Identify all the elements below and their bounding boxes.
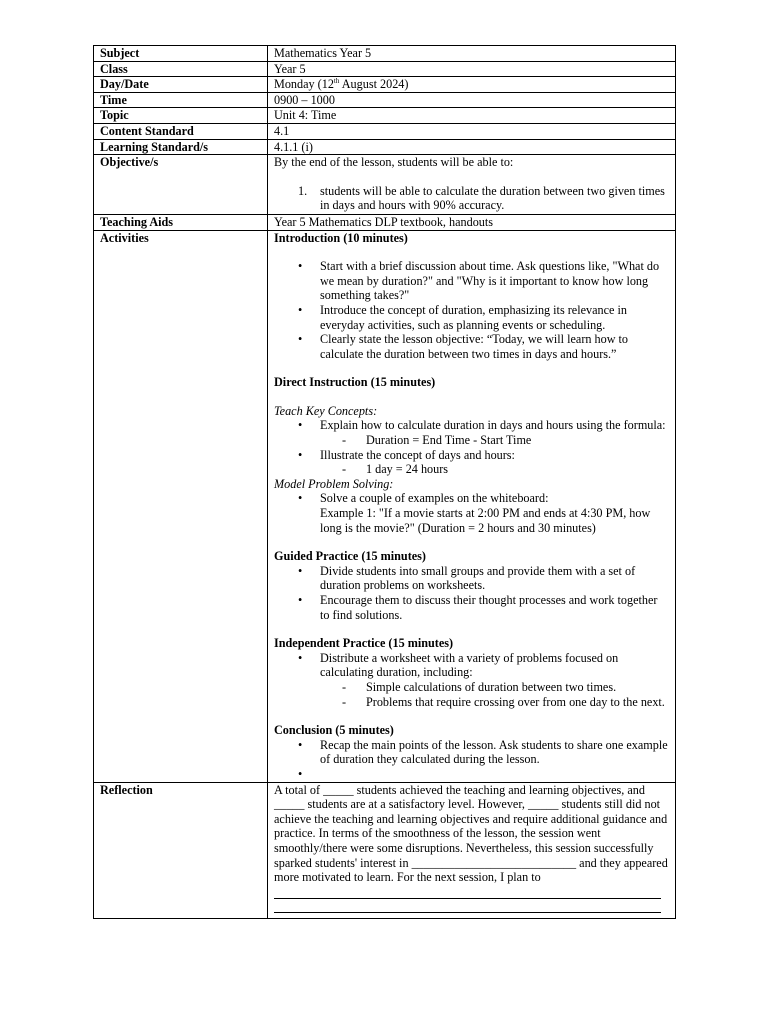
table-row: [94, 46, 676, 62]
row-value-daydate: [268, 77, 676, 93]
blank-line: [274, 899, 661, 913]
objective-text: students will be able to calculate the duration between two given times in days and hours with 90% accuracy.: [320, 183, 665, 213]
conclusion-heading: Conclusion (5 minutes): [274, 723, 394, 738]
objective-number: 1.: [298, 183, 308, 198]
row-value-topic: Unit 4: Time: [268, 108, 676, 124]
table-row: [94, 230, 676, 782]
table-row: [94, 92, 676, 108]
list-item: • Illustrate the concept of days and hours:: [274, 448, 669, 463]
direct-instruction-list-2: [274, 448, 669, 463]
row-value-learning-standard: 4.1.1 (i): [268, 139, 676, 155]
row-label-content-standard: Content Standard: [94, 123, 268, 139]
spacer: [274, 622, 669, 636]
table-row: [94, 61, 676, 77]
row-label-class: Class: [94, 61, 268, 77]
conversion-list: [274, 462, 669, 477]
row-value-activities: [268, 230, 676, 782]
date-prefix: Monday (12: [274, 77, 334, 92]
guided-practice-list: [274, 564, 669, 622]
row-label-daydate: Day/Date: [94, 77, 268, 93]
conclusion-list: [274, 738, 669, 782]
introduction-list: [274, 259, 669, 361]
list-item: • Recap the main points of the lesson. Ask students to share one example of duration they calculated during the lesson.: [274, 738, 669, 767]
list-item: • Solve a couple of examples on the whiteboard:: [274, 491, 669, 506]
lesson-plan-table: [93, 45, 676, 919]
table-row: [94, 123, 676, 139]
list-item: - 1 day = 24 hours: [320, 462, 669, 477]
row-value-content-standard: 4.1: [268, 123, 676, 139]
direct-instruction-list: [274, 418, 669, 433]
spacer: [274, 390, 669, 404]
row-label-subject: Subject: [94, 46, 268, 62]
date-ordinal: th: [333, 77, 340, 86]
date-suffix: August 2024): [339, 77, 409, 92]
model-problem-solving-label: Model Problem Solving:: [274, 476, 394, 491]
list-item: • Explain how to calculate duration in days and hours using the formula:: [274, 418, 669, 433]
row-label-learning-standard: Learning Standard/s: [94, 139, 268, 155]
independent-practice-list: [274, 651, 669, 680]
row-label-topic: Topic: [94, 108, 268, 124]
spacer: [274, 361, 669, 375]
list-item: • Encourage them to discuss their thought processes and work together to find solutions.: [274, 593, 669, 622]
teach-key-concepts-label: Teach Key Concepts:: [274, 403, 378, 418]
objective-item: [274, 184, 669, 214]
independent-practice-heading: Independent Practice (15 minutes): [274, 636, 454, 651]
row-value-time: 0900 – 1000: [268, 92, 676, 108]
list-item: • Start with a brief discussion about time. Ask questions like, "What do we mean by duration?" and "Why is it important to know how long something takes?": [274, 259, 669, 303]
list-item: • Introduce the concept of duration, emphasizing its relevance in everyday activities, such as planning events or scheduling.: [274, 303, 669, 332]
model-problem-list: [274, 491, 669, 506]
table-row: [94, 77, 676, 93]
list-item: - Simple calculations of duration between two times.: [320, 680, 669, 695]
table-row: [94, 782, 676, 918]
row-value-subject: Mathematics Year 5: [268, 46, 676, 62]
spacer: [274, 709, 669, 723]
row-value-class: Year 5: [268, 61, 676, 77]
list-item: - Problems that require crossing over from one day to the next.: [320, 695, 669, 710]
objectives-intro: By the end of the lesson, students will be able to:: [274, 155, 514, 170]
table-row: [94, 214, 676, 230]
row-value-objectives: [268, 155, 676, 215]
list-item: • Clearly state the lesson objective: “Today, we will learn how to calculate the duration between two times in days and hours.”: [274, 332, 669, 361]
table-row: [94, 108, 676, 124]
list-item: • Divide students into small groups and provide them with a set of duration problems on worksheets.: [274, 564, 669, 593]
list-item: [274, 767, 669, 782]
table-row: [94, 155, 676, 215]
row-value-reflection: [268, 782, 676, 918]
independent-subitems: [274, 680, 669, 709]
row-label-activities: Activities: [94, 230, 268, 782]
guided-practice-heading: Guided Practice (15 minutes): [274, 549, 426, 564]
introduction-heading: Introduction (10 minutes): [274, 230, 408, 245]
direct-instruction-heading: Direct Instruction (15 minutes): [274, 375, 436, 390]
list-item: - Duration = End Time - Start Time: [320, 433, 669, 448]
row-label-reflection: Reflection: [94, 782, 268, 918]
spacer: [274, 245, 669, 259]
table-row: [94, 139, 676, 155]
list-item: • Distribute a worksheet with a variety of problems focused on calculating duration, including:: [274, 651, 669, 680]
blank-line: [274, 885, 661, 899]
example-text: Example 1: "If a movie starts at 2:00 PM and ends at 4:30 PM, how long is the movie?" (Duration = 2 hours and 30 minutes): [320, 506, 651, 535]
row-label-objectives: Objective/s: [94, 155, 268, 215]
spacer: [274, 913, 669, 918]
formula-list: [274, 433, 669, 448]
spacer: [274, 535, 669, 549]
reflection-text: A total of _____ students achieved the teaching and learning objectives, and _____ students are at a satisfactory level. However, _____ students still did not achieve the teaching and learning objectives and require additional guidance and practice. In terms of the smoothness of the lesson, the session went smoothly/there were some disruptions. Nevertheless, this session successfully sparked students' interest in ___________________________ and they appeared more motivated to learn. For the next session, I plan to: [274, 782, 668, 885]
row-label-teaching-aids: Teaching Aids: [94, 214, 268, 230]
row-label-time: Time: [94, 92, 268, 108]
row-value-teaching-aids: Year 5 Mathematics DLP textbook, handouts: [268, 214, 676, 230]
spacer: [274, 170, 669, 184]
